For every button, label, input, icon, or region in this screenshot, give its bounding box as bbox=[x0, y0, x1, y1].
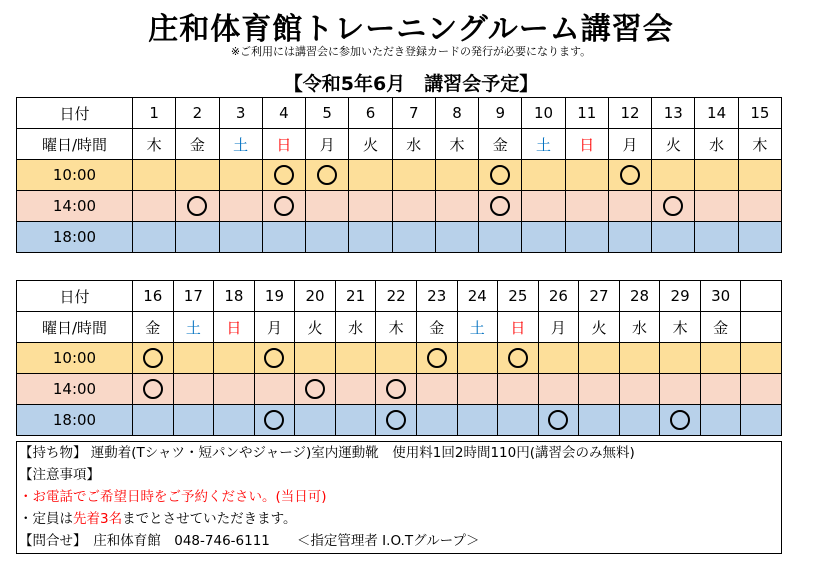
date-cell: 9 bbox=[479, 98, 522, 129]
slot-cell bbox=[262, 222, 305, 253]
slot-cell bbox=[652, 222, 695, 253]
items-line: 【持ち物】 運動着(Tシャツ・短パンやジャージ)室内運動靴 使用料1回2時間110円(講習会のみ無料) bbox=[19, 445, 635, 461]
slot-cell bbox=[219, 191, 262, 222]
slot-cell bbox=[652, 160, 695, 191]
weekday-cell: 木 bbox=[133, 129, 176, 160]
session-mark bbox=[620, 165, 640, 185]
slot-cell bbox=[619, 374, 660, 405]
slot-cell bbox=[608, 160, 651, 191]
date-header: 日付 bbox=[17, 98, 133, 129]
weekday-cell: 月 bbox=[254, 312, 295, 343]
time-label: 10:00 bbox=[17, 160, 133, 191]
slot-cell bbox=[306, 191, 349, 222]
slot-cell bbox=[416, 374, 457, 405]
weekday-cell bbox=[741, 312, 782, 343]
slot-cell bbox=[738, 222, 781, 253]
slot-cell bbox=[538, 405, 579, 436]
slot-cell bbox=[133, 160, 176, 191]
date-cell: 3 bbox=[219, 98, 262, 129]
date-cell: 16 bbox=[133, 281, 174, 312]
date-cell: 24 bbox=[457, 281, 498, 312]
session-mark bbox=[143, 348, 163, 368]
date-cell: 17 bbox=[173, 281, 214, 312]
session-mark bbox=[548, 410, 568, 430]
date-cell: 2 bbox=[176, 98, 219, 129]
session-mark bbox=[663, 196, 683, 216]
slot-cell bbox=[522, 160, 565, 191]
date-cell: 26 bbox=[538, 281, 579, 312]
slot-cell bbox=[214, 374, 255, 405]
weekday-cell: 月 bbox=[608, 129, 651, 160]
slot-cell bbox=[479, 191, 522, 222]
weekday-cell: 日 bbox=[498, 312, 539, 343]
slot-cell bbox=[741, 374, 782, 405]
weekday-cell: 金 bbox=[479, 129, 522, 160]
weekday-cell: 土 bbox=[173, 312, 214, 343]
slot-cell bbox=[435, 191, 478, 222]
date-cell: 22 bbox=[376, 281, 417, 312]
date-cell: 21 bbox=[335, 281, 376, 312]
slot-cell bbox=[392, 160, 435, 191]
slot-cell bbox=[219, 160, 262, 191]
slot-cell bbox=[660, 405, 701, 436]
session-mark bbox=[274, 165, 294, 185]
slot-cell bbox=[579, 374, 620, 405]
slot-cell bbox=[295, 343, 336, 374]
weekday-cell: 月 bbox=[306, 129, 349, 160]
date-cell: 14 bbox=[695, 98, 738, 129]
slot-cell bbox=[173, 405, 214, 436]
date-cell: 13 bbox=[652, 98, 695, 129]
time-row bbox=[17, 191, 782, 222]
slot-cell bbox=[652, 191, 695, 222]
session-mark bbox=[317, 165, 337, 185]
slot-cell bbox=[133, 374, 174, 405]
weekday-cell: 金 bbox=[133, 312, 174, 343]
slot-cell bbox=[133, 191, 176, 222]
slot-cell bbox=[435, 160, 478, 191]
weekday-cell: 日 bbox=[214, 312, 255, 343]
slot-cell bbox=[416, 405, 457, 436]
slot-cell bbox=[741, 405, 782, 436]
weekday-cell: 日 bbox=[262, 129, 305, 160]
time-label: 10:00 bbox=[17, 343, 133, 374]
weekday-cell: 金 bbox=[416, 312, 457, 343]
time-label: 14:00 bbox=[17, 374, 133, 405]
slot-cell bbox=[695, 222, 738, 253]
date-cell: 23 bbox=[416, 281, 457, 312]
session-mark bbox=[305, 379, 325, 399]
slot-cell bbox=[608, 191, 651, 222]
slot-cell bbox=[660, 374, 701, 405]
registration-note: ※ご利用には講習会に参加いただき登録カードの発行が必要になります。 bbox=[230, 45, 592, 58]
weekday-cell: 木 bbox=[435, 129, 478, 160]
weekday-cell: 土 bbox=[522, 129, 565, 160]
session-mark bbox=[274, 196, 294, 216]
slot-cell bbox=[295, 405, 336, 436]
slot-cell bbox=[695, 160, 738, 191]
slot-cell bbox=[738, 191, 781, 222]
slot-cell bbox=[738, 160, 781, 191]
date-row bbox=[17, 281, 782, 312]
slot-cell bbox=[176, 160, 219, 191]
slot-cell bbox=[522, 222, 565, 253]
schedule-subtitle: 【令和5年6月 講習会予定】 bbox=[283, 73, 539, 95]
notice-header: 【注意事項】 bbox=[19, 467, 100, 483]
weekday-cell: 土 bbox=[219, 129, 262, 160]
slot-cell bbox=[741, 343, 782, 374]
slot-cell bbox=[176, 222, 219, 253]
weekday-cell: 火 bbox=[349, 129, 392, 160]
slot-cell bbox=[416, 343, 457, 374]
slot-cell bbox=[479, 222, 522, 253]
session-mark bbox=[386, 379, 406, 399]
slot-cell bbox=[376, 405, 417, 436]
date-cell: 12 bbox=[608, 98, 651, 129]
slot-cell bbox=[392, 191, 435, 222]
weekday-row bbox=[17, 129, 782, 160]
date-cell: 5 bbox=[306, 98, 349, 129]
page-title: 庄和体育館トレーニングルーム講習会 bbox=[148, 12, 674, 47]
weekday-cell: 土 bbox=[457, 312, 498, 343]
notice-capacity-post: までとさせていただきます。 bbox=[122, 511, 297, 527]
slot-cell bbox=[335, 374, 376, 405]
slot-cell bbox=[262, 160, 305, 191]
weekday-cell: 水 bbox=[619, 312, 660, 343]
weekday-cell: 火 bbox=[579, 312, 620, 343]
slot-cell bbox=[457, 343, 498, 374]
time-row bbox=[17, 222, 782, 253]
slot-cell bbox=[306, 222, 349, 253]
time-label: 14:00 bbox=[17, 191, 133, 222]
time-label: 18:00 bbox=[17, 405, 133, 436]
session-mark bbox=[386, 410, 406, 430]
time-label: 18:00 bbox=[17, 222, 133, 253]
session-mark bbox=[508, 348, 528, 368]
slot-cell bbox=[176, 191, 219, 222]
date-cell: 29 bbox=[660, 281, 701, 312]
date-cell: 6 bbox=[349, 98, 392, 129]
date-cell: 25 bbox=[498, 281, 539, 312]
weekday-cell: 水 bbox=[392, 129, 435, 160]
session-mark bbox=[670, 410, 690, 430]
slot-cell bbox=[435, 222, 478, 253]
date-cell: 1 bbox=[133, 98, 176, 129]
weekday-cell: 木 bbox=[376, 312, 417, 343]
weekday-cell: 日 bbox=[565, 129, 608, 160]
weekday-cell: 金 bbox=[700, 312, 741, 343]
date-header: 日付 bbox=[17, 281, 133, 312]
notice-capacity bbox=[17, 508, 781, 530]
slot-cell bbox=[619, 405, 660, 436]
slot-cell bbox=[133, 405, 174, 436]
notice-capacity-pre: ・定員は bbox=[19, 511, 73, 527]
slot-cell bbox=[306, 160, 349, 191]
slot-cell bbox=[660, 343, 701, 374]
weekday-cell: 水 bbox=[695, 129, 738, 160]
date-cell: 27 bbox=[579, 281, 620, 312]
slot-cell bbox=[173, 374, 214, 405]
slot-cell bbox=[498, 405, 539, 436]
date-cell: 20 bbox=[295, 281, 336, 312]
session-mark bbox=[490, 165, 510, 185]
slot-cell bbox=[608, 222, 651, 253]
slot-cell bbox=[695, 191, 738, 222]
slot-cell bbox=[700, 405, 741, 436]
date-cell: 4 bbox=[262, 98, 305, 129]
slot-cell bbox=[700, 374, 741, 405]
slot-cell bbox=[335, 343, 376, 374]
slot-cell bbox=[579, 343, 620, 374]
time-row bbox=[17, 405, 782, 436]
weekday-time-header: 曜日/時間 bbox=[17, 129, 133, 160]
session-mark bbox=[187, 196, 207, 216]
time-row bbox=[17, 160, 782, 191]
slot-cell bbox=[376, 343, 417, 374]
slot-cell bbox=[133, 343, 174, 374]
date-cell: 10 bbox=[522, 98, 565, 129]
slot-cell bbox=[262, 191, 305, 222]
slot-cell bbox=[565, 222, 608, 253]
slot-cell bbox=[254, 343, 295, 374]
weekday-cell: 水 bbox=[335, 312, 376, 343]
slot-cell bbox=[579, 405, 620, 436]
slot-cell bbox=[349, 191, 392, 222]
slot-cell bbox=[214, 343, 255, 374]
date-cell: 15 bbox=[738, 98, 781, 129]
info-box bbox=[16, 441, 782, 554]
slot-cell bbox=[457, 374, 498, 405]
slot-cell bbox=[376, 374, 417, 405]
notice-capacity-highlight: 先着3名 bbox=[73, 511, 123, 527]
contact-line: 【問合せ】 庄和体育館 048-746-6111 ＜指定管理者 I.O.Tグループ＞ bbox=[19, 533, 480, 549]
weekday-cell: 木 bbox=[660, 312, 701, 343]
date-cell: 19 bbox=[254, 281, 295, 312]
date-cell: 8 bbox=[435, 98, 478, 129]
slot-cell bbox=[538, 343, 579, 374]
slot-cell bbox=[522, 191, 565, 222]
schedule-table-first-half bbox=[16, 97, 782, 253]
weekday-cell: 火 bbox=[652, 129, 695, 160]
weekday-row bbox=[17, 312, 782, 343]
slot-cell bbox=[219, 222, 262, 253]
slot-cell bbox=[538, 374, 579, 405]
slot-cell bbox=[133, 222, 176, 253]
weekday-time-header: 曜日/時間 bbox=[17, 312, 133, 343]
date-cell: 30 bbox=[700, 281, 741, 312]
slot-cell bbox=[498, 343, 539, 374]
date-cell: 7 bbox=[392, 98, 435, 129]
slot-cell bbox=[700, 343, 741, 374]
date-cell: 18 bbox=[214, 281, 255, 312]
time-row bbox=[17, 374, 782, 405]
slot-cell bbox=[254, 374, 295, 405]
time-row bbox=[17, 343, 782, 374]
session-mark bbox=[264, 348, 284, 368]
weekday-cell: 木 bbox=[738, 129, 781, 160]
slot-cell bbox=[565, 191, 608, 222]
slot-cell bbox=[335, 405, 376, 436]
slot-cell bbox=[619, 343, 660, 374]
weekday-cell: 月 bbox=[538, 312, 579, 343]
slot-cell bbox=[392, 222, 435, 253]
slot-cell bbox=[479, 160, 522, 191]
slot-cell bbox=[254, 405, 295, 436]
date-row bbox=[17, 98, 782, 129]
weekday-cell: 火 bbox=[295, 312, 336, 343]
slot-cell bbox=[295, 374, 336, 405]
session-mark bbox=[264, 410, 284, 430]
slot-cell bbox=[173, 343, 214, 374]
weekday-cell: 金 bbox=[176, 129, 219, 160]
slot-cell bbox=[349, 160, 392, 191]
date-cell: 11 bbox=[565, 98, 608, 129]
date-cell: 28 bbox=[619, 281, 660, 312]
session-mark bbox=[427, 348, 447, 368]
slot-cell bbox=[565, 160, 608, 191]
slot-cell bbox=[349, 222, 392, 253]
schedule-table-second-half bbox=[16, 280, 782, 436]
slot-cell bbox=[498, 374, 539, 405]
notice-reservation: ・お電話でご希望日時をご予約ください。(当日可) bbox=[19, 489, 327, 505]
slot-cell bbox=[214, 405, 255, 436]
date-cell bbox=[741, 281, 782, 312]
slot-cell bbox=[457, 405, 498, 436]
session-mark bbox=[143, 379, 163, 399]
session-mark bbox=[490, 196, 510, 216]
